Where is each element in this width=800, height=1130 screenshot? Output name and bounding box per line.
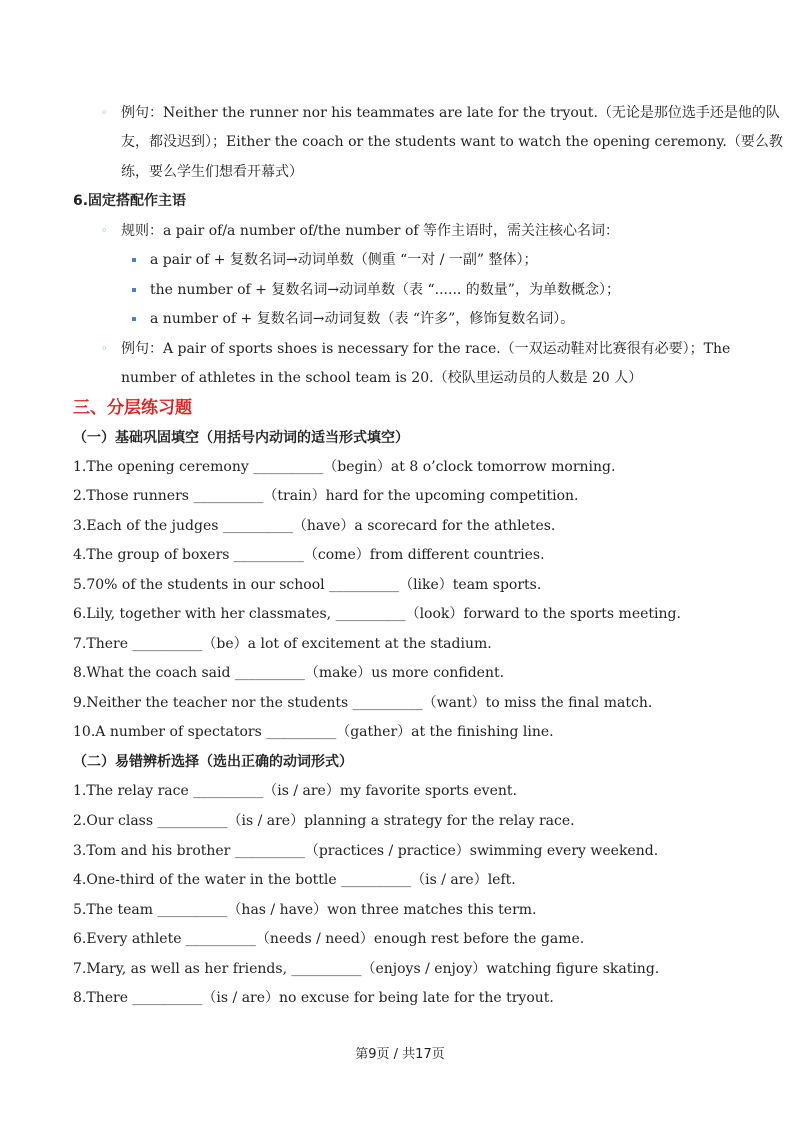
- exercise-item: 9.Neither the teacher nor the students __________（want）to miss the final match.: [73, 695, 653, 711]
- example-line: 练，要么学生们想看开幕式）: [121, 164, 303, 180]
- page-number: 第9页 / 共17页: [355, 1047, 445, 1062]
- rule-heading: 6.固定搭配作主语: [73, 193, 187, 209]
- square-bullet-icon: [132, 258, 136, 262]
- rule-sub-item: a pair of + 复数名词→动词单数（侧重 “一对 / 一副” 整体）；: [150, 252, 538, 268]
- exercise-item: 3.Each of the judges __________（have）a scorecard for the athletes.: [73, 518, 556, 534]
- example-line: 例句：A pair of sports shoes is necessary for the race.（一双运动鞋对比赛很有必要）；The: [121, 341, 731, 357]
- exercise-item: 8.There __________（is / are）no excuse for being late for the tryout.: [73, 990, 554, 1006]
- exercise-item: 6.Every athlete __________（needs / need）enough rest before the game.: [73, 931, 585, 947]
- exercise-item: 4.One-third of the water in the bottle __________（is / are）left.: [73, 872, 516, 888]
- exercise-item: 2.Our class __________（is / are）planning a strategy for the relay race.: [73, 813, 575, 829]
- exercise-item: 5.The team __________（has / have）won three matches this term.: [73, 902, 537, 918]
- exercise-item: 8.What the coach said __________（make）us more confident.: [73, 665, 505, 681]
- exercise-item: 5.70% of the students in our school __________（like）team sports.: [73, 577, 542, 593]
- example-line: 例句：Neither the runner nor his teammates are late for the tryout.（无论是那位选手还是他的队: [121, 105, 780, 121]
- exercise-item: 3.Tom and his brother __________（practices / practice）swimming every weekend.: [73, 843, 659, 859]
- exercise-item: 2.Those runners __________（train）hard for the upcoming competition.: [73, 488, 579, 504]
- exercise-item: 6.Lily, together with her classmates, __________（look）forward to the sports meeting.: [73, 606, 681, 622]
- section-title: 三、分层练习题: [73, 398, 192, 418]
- exercise-item: 1.The relay race __________（is / are）my favorite sports event.: [73, 783, 517, 799]
- part-title: （一）基础巩固填空（用括号内动词的适当形式填空）: [73, 430, 409, 446]
- square-bullet-icon: [132, 288, 136, 292]
- rule-sub-item: a number of + 复数名词→动词复数（表 “许多”，修饰复数名词）。: [150, 311, 575, 327]
- exercise-item: 4.The group of boxers __________（come）from different countries.: [73, 547, 545, 563]
- example-line: number of athletes in the school team is 20.（校队里运动员的人数是 20 人）: [121, 370, 643, 386]
- rule-line: 规则：a pair of/a number of/the number of 等作主语时，需关注核心名词：: [121, 223, 620, 239]
- exercise-item: 7.There __________（be）a lot of excitement at the stadium.: [73, 636, 492, 652]
- square-bullet-icon: [132, 317, 136, 321]
- exercise-item: 10.A number of spectators __________（gather）at the finishing line.: [73, 724, 554, 740]
- exercise-item: 1.The opening ceremony __________（begin）at 8 o’clock tomorrow morning.: [73, 459, 616, 475]
- circle-bullet-icon: ◦: [101, 224, 108, 237]
- example-line: 友，都没迟到）；Either the coach or the students want to watch the opening ceremony.（要么教: [121, 134, 783, 150]
- exercise-item: 7.Mary, as well as her friends, __________（enjoys / enjoy）watching figure skating.: [73, 961, 660, 977]
- rule-sub-item: the number of + 复数名词→动词单数（表 “...... 的数量”，为单数概念）；: [150, 282, 620, 298]
- circle-bullet-icon: ◦: [101, 342, 108, 355]
- circle-bullet-icon: ◦: [101, 106, 108, 119]
- part-title: （二）易错辨析选择（选出正确的动词形式）: [73, 754, 353, 770]
